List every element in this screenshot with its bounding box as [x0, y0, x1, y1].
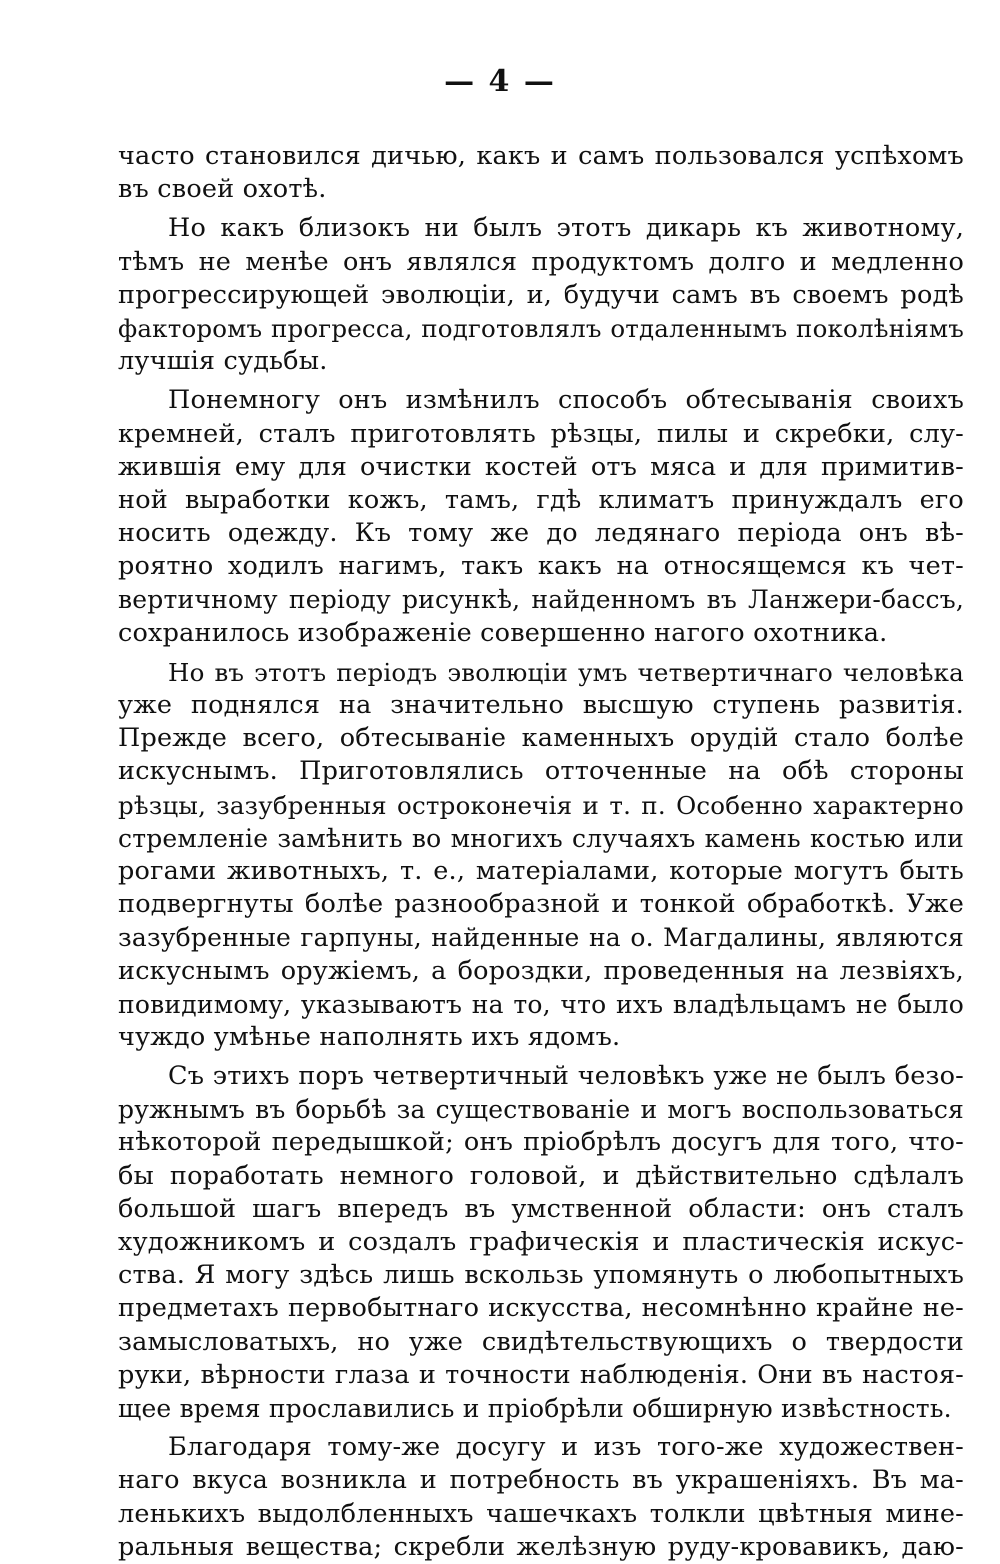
text-line: жившія ему для очистки костей отъ мяса и для примитив-: [118, 451, 964, 482]
text-line: роятно ходилъ нагимъ, такъ какъ на относящемся къ чет-: [118, 551, 964, 582]
text-line: Но въ этотъ періодъ эволюціи умъ четвертичнаго человѣка: [168, 657, 964, 687]
text-line: Благодаря тому-же досугу и изъ того-же художествен-: [168, 1432, 964, 1463]
paragraph: [118, 656, 964, 1054]
text-line: прогрессирующей эволюціи, и, будучи самъ въ своемъ родѣ: [118, 279, 964, 310]
text-line: замысловатыхъ, но уже свидѣтельствующихъ о твердости: [118, 1326, 964, 1357]
text-line: нѣкоторой передышкой; онъ пріобрѣлъ досугъ для того, что-: [118, 1127, 964, 1158]
text-line: ства. Я могу здѣсь лишь вскользь упомянуть о любопытныхъ: [118, 1260, 964, 1291]
text-line: Но какъ близокъ ни былъ этотъ дикарь къ животному,: [168, 213, 964, 244]
text-line: искуснымъ оружіемъ, а бороздки, проведенныя на лезвіяхъ,: [118, 955, 964, 986]
text-line: часто становился дичью, какъ и самъ пользовался успѣхомъ: [118, 141, 964, 171]
text-line: искуснымъ. Приготовлялись отточенные на обѣ стороны: [118, 756, 964, 787]
text-line: бы поработать немного головой, и дѣйствительно сдѣлалъ: [118, 1160, 964, 1191]
text-line: зазубренные гарпуны, найденные на о. Магдалины, являются: [118, 923, 964, 953]
text-line: ральныя вещества; скребли желѣзную руду-кровавикъ, даю-: [118, 1531, 964, 1562]
text-line: носить одежду. Къ тому же до ледянаго періода онъ вѣ-: [118, 518, 964, 549]
paragraph: [118, 140, 964, 206]
text-line: ленькихъ выдолбленныхъ чашечкахъ толкли цвѣтныя мине-: [118, 1498, 964, 1529]
text-line: стремленіе замѣнить во многихъ случаяхъ камень костью или: [118, 823, 964, 853]
text-line: предметахъ первобытнаго искусства, несомнѣнно крайне не-: [118, 1293, 964, 1324]
text-line: Прежде всего, обтесываніе каменныхъ орудій стало болѣе: [118, 723, 964, 754]
page-number: — 4 —: [444, 64, 556, 99]
text-line: чуждо умѣнье наполнять ихъ ядомъ.: [118, 1021, 621, 1052]
text-line: щее время прославились и пріобрѣли обширную извѣстность.: [118, 1393, 952, 1423]
text-line: большой шагъ впередъ въ умственной области: онъ сталъ: [118, 1193, 964, 1224]
text-line: подвергнуты болѣе разнообразной и тонкой обработкѣ. Уже: [118, 889, 964, 920]
text-line: руки, вѣрности глаза и точности наблюденія. Они въ настоя-: [118, 1359, 964, 1390]
text-line: вертичному періоду рисункѣ, найденномъ въ Ланжери-бассъ,: [118, 585, 964, 615]
paragraph: [118, 212, 964, 378]
text-line: Понемногу онъ измѣнилъ способъ обтесыванія своихъ: [168, 385, 964, 416]
text-line: факторомъ прогресса, подготовлялъ отдаленнымъ поколѣніямъ: [118, 313, 964, 343]
paragraph: [118, 384, 964, 650]
text-line: уже поднялся на значительно высшую ступень развитія.: [118, 690, 964, 720]
text-line: художникомъ и создалъ графическія и пластическія искус-: [118, 1227, 964, 1257]
text-line: Съ этихъ поръ четвертичный человѣкъ уже не былъ безо-: [168, 1061, 964, 1092]
body-text: [118, 140, 964, 1564]
text-line: рогами животныхъ, т. е., матеріалами, которые могутъ быть: [118, 855, 964, 886]
text-line: ружнымъ въ борьбѣ за существованіе и могъ воспользоваться: [118, 1095, 964, 1125]
text-line: наго вкуса возникла и потребность въ украшеніяхъ. Въ ма-: [118, 1465, 964, 1496]
text-line: рѣзцы, зазубренныя остроконечія и т. п. Особенно характерно: [118, 790, 964, 820]
text-line: въ своей охотѣ.: [118, 174, 327, 205]
paragraph: [118, 1060, 964, 1425]
text-line: повидимому, указываютъ на то, что ихъ владѣльцамъ не было: [118, 989, 964, 1019]
text-line: ной выработки кожъ, тамъ, гдѣ климатъ принуждалъ его: [118, 484, 964, 515]
paragraph: [118, 1431, 964, 1564]
text-line: сохранилось изображеніе совершенно нагого охотника.: [118, 617, 888, 648]
text-line: тѣмъ не менѣе онъ являлся продуктомъ долго и медленно: [118, 246, 964, 277]
text-line: лучшія судьбы.: [118, 346, 328, 377]
text-line: кремней, сталъ приготовлять рѣзцы, пилы и скребки, слу-: [118, 418, 964, 449]
